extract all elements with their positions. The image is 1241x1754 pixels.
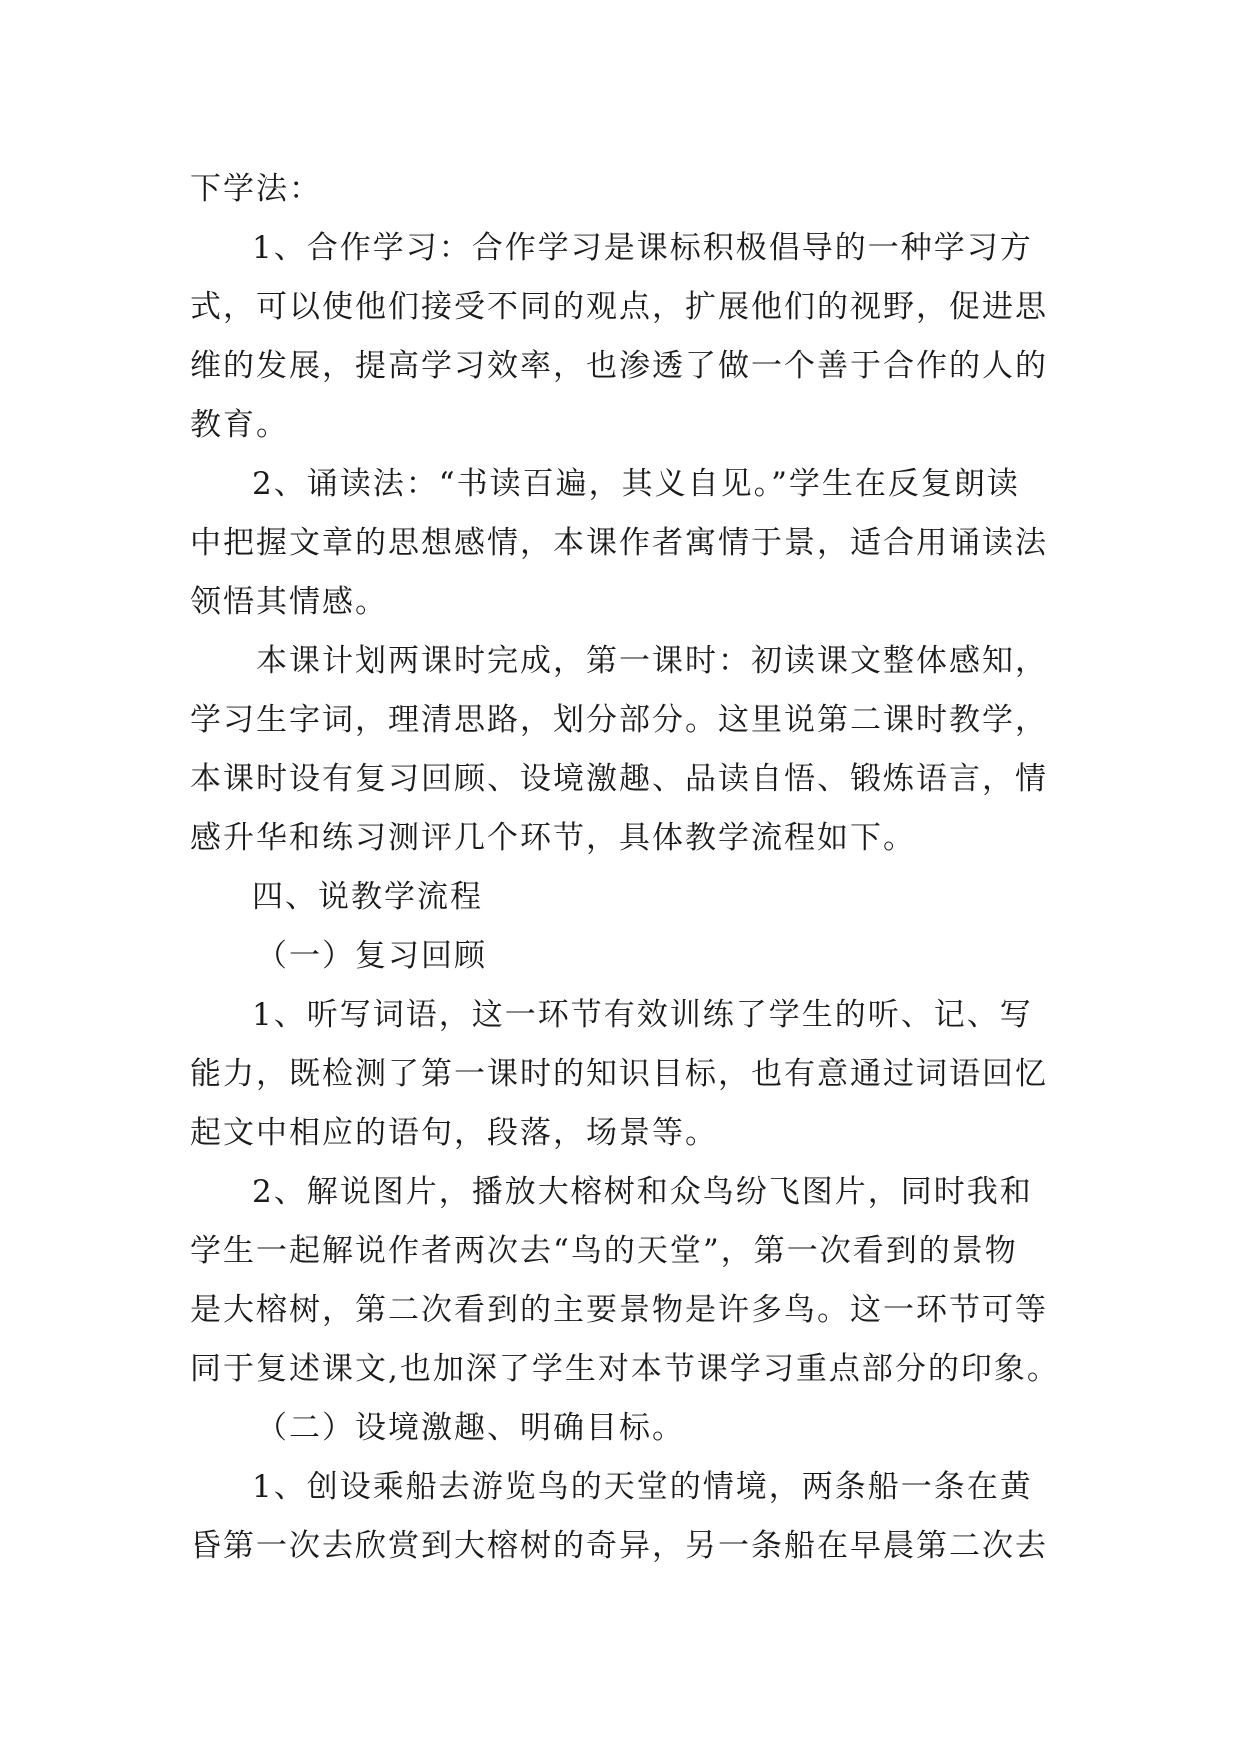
text-line: 1、创设乘船去游览鸟的天堂的情境，两条船一条在黄 [252, 1469, 1033, 1505]
text-line: 领悟其情感。 [190, 584, 388, 620]
text-line: 学生一起解说作者两次去“鸟的天堂”，第一次看到的景物 [190, 1233, 1018, 1269]
section-heading: 四、说教学流程 [252, 879, 483, 915]
text-line: 能力，既检测了第一课时的知识目标，也有意通过词语回忆 [190, 1056, 1048, 1092]
text-line: 2、解说图片，播放大榕树和众鸟纷飞图片，同时我和 [252, 1174, 1033, 1210]
text-line: 起文中相应的语句，段落，场景等。 [190, 1115, 718, 1151]
text-line: 本课时设有复习回顾、设境激趣、品读自悟、锻炼语言，情 [190, 761, 1048, 797]
text-line: 感升华和练习测评几个环节，具体教学流程如下。 [190, 820, 916, 856]
text-line: 学习生字词，理清思路，划分部分。这里说第二课时教学， [190, 702, 1048, 738]
text-line: 式，可以使他们接受不同的观点，扩展他们的视野，促进思 [190, 289, 1048, 325]
document-body [190, 160, 1060, 1576]
subsection-heading: （一）复习回顾 [256, 938, 487, 974]
text-line: 昏第一次去欣赏到大榕树的奇异，另一条船在早晨第二次去 [190, 1528, 1048, 1564]
text-line: 中把握文章的思想感情，本课作者寓情于景，适合用诵读法 [190, 525, 1048, 561]
text-line: 是大榕树，第二次看到的主要景物是许多鸟。这一环节可等 [190, 1292, 1048, 1328]
text-line: 同于复述课文,也加深了学生对本节课学习重点部分的印象。 [190, 1351, 1060, 1387]
text-line: 1、听写词语，这一环节有效训练了学生的听、记、写 [252, 997, 1033, 1033]
text-line: 教育。 [190, 407, 289, 443]
text-line: 本课计划两课时完成，第一课时：初读课文整体感知， [256, 643, 1048, 679]
text-line: 1、合作学习：合作学习是课标积极倡导的一种学习方 [252, 230, 1033, 266]
text-line: 维的发展，提高学习效率，也渗透了做一个善于合作的人的 [190, 348, 1048, 384]
text-line: 下学法： [190, 171, 322, 207]
subsection-heading: （二）设境激趣、明确目标。 [256, 1410, 685, 1446]
text-line: 2、诵读法：“书读百遍，其义自见。”学生在反复朗读 [252, 466, 1020, 502]
